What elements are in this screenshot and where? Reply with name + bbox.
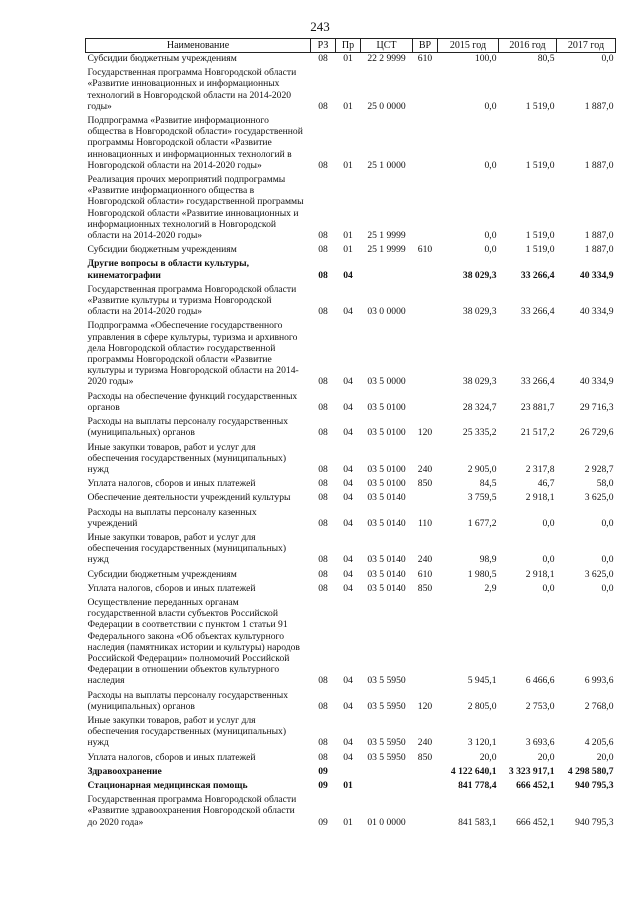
table-row: [86, 317, 616, 387]
cell-vr: 610: [417, 244, 433, 256]
header-vr: ВР: [413, 39, 438, 53]
cell-y2016: 80,5: [537, 53, 555, 64]
cell-vr: 850: [417, 582, 433, 594]
cell-y2017: 6 993,6: [584, 675, 614, 687]
cell-cst: 03 5 0140: [367, 517, 406, 529]
cell-vr: [413, 64, 438, 112]
cell-vr: [413, 317, 438, 387]
table-row: [86, 439, 616, 476]
cell-y2017: 20,0: [596, 751, 614, 763]
cell-y2015: 38 029,3: [462, 269, 497, 281]
cell-vr: 120: [417, 700, 433, 712]
cell-cst: [361, 763, 413, 777]
budget-table: [85, 38, 616, 828]
cell-cst: 22 2 9999: [367, 53, 406, 64]
cell-y2016: 23 881,7: [520, 401, 555, 413]
cell-y2016: 1 519,0: [525, 230, 555, 242]
cell-pr: 04: [343, 401, 353, 413]
cell-y2015: 2 905,0: [467, 463, 497, 475]
cell-y2015: 25 335,2: [462, 427, 497, 439]
cell-y2016: 0,0: [542, 554, 555, 566]
table-row: [86, 255, 616, 280]
cell-vr: [413, 791, 438, 828]
cell-rz: 08: [318, 376, 328, 388]
page-number: 243: [310, 19, 330, 34]
cell-name: Подпрограмма «Обеспечение государственного управления в сфере культуры, туризма и архивного дела Новгородской области» государственной программы Новгородской области «Развитие культуры и туризма Новгородской области на 2014-2020 годы»: [87, 320, 299, 388]
cell-y2016: 33 266,4: [520, 269, 555, 281]
cell-y2015: 2 805,0: [467, 700, 497, 712]
cell-pr: [336, 763, 361, 777]
cell-name: Расходы на выплаты персоналу казенных учреждений: [87, 506, 257, 529]
cell-y2016: 2 918,1: [525, 568, 555, 580]
cell-vr: [413, 112, 438, 171]
cell-name: Субсидии бюджетным учреждениям: [87, 244, 237, 256]
cell-y2015: 841 583,1: [458, 816, 497, 828]
cell-rz: 08: [318, 230, 328, 242]
cell-cst: 03 5 0100: [367, 463, 406, 475]
cell-cst: 03 5 0140: [367, 492, 406, 504]
cell-cst: 03 5 5950: [367, 737, 406, 749]
cell-name: Субсидии бюджетным учреждениям: [87, 53, 237, 64]
cell-rz: 08: [318, 492, 328, 504]
cell-name: Уплата налогов, сборов и иных платежей: [87, 582, 256, 594]
cell-name: Реализация прочих мероприятий подпрограммы «Развитие информационного общества в Новгородской области» государственной программы Новгородской области «Развитие инновационных и информационных технологий в Новгородской области на 2014-2020 годы»: [87, 174, 304, 242]
cell-y2017: 0,0: [601, 554, 614, 566]
cell-y2016: 666 452,1: [516, 816, 555, 828]
cell-y2016: 21 517,2: [520, 427, 555, 439]
cell-vr: [413, 255, 438, 280]
cell-cst: 03 5 0140: [367, 582, 406, 594]
cell-vr: 610: [417, 568, 433, 580]
cell-y2017: 58,0: [596, 478, 614, 490]
cell-y2015: 100,0: [474, 53, 497, 64]
cell-y2015: 28 324,7: [462, 401, 497, 413]
cell-rz: 08: [318, 751, 328, 763]
table-row: [86, 388, 616, 413]
cell-name: Расходы на выплаты персоналу государственных (муниципальных) органов: [87, 689, 289, 712]
cell-vr: [413, 388, 438, 413]
cell-vr: 120: [417, 427, 433, 439]
cell-pr: 01: [343, 100, 353, 112]
cell-pr: 01: [343, 230, 353, 242]
cell-cst: 03 5 0100: [367, 478, 406, 490]
cell-y2017: 26 729,6: [579, 427, 614, 439]
cell-y2016: 1 519,0: [525, 159, 555, 171]
cell-rz: 08: [318, 568, 328, 580]
cell-y2015: 841 778,4: [458, 779, 497, 791]
table-body: [86, 53, 616, 828]
cell-pr: 01: [343, 779, 353, 791]
cell-y2015: 0,0: [484, 159, 497, 171]
cell-pr: 04: [343, 478, 353, 490]
cell-y2016: 3 323 917,1: [508, 765, 555, 777]
cell-y2016: 1 519,0: [525, 244, 555, 256]
cell-pr: 01: [343, 816, 353, 828]
cell-rz: 08: [318, 478, 328, 490]
cell-y2017: 1 887,0: [584, 244, 614, 256]
cell-name: Государственная программа Новгородской области «Развитие инновационных и информационных технологий в Новгородской области на 2014-2020 годы»: [87, 67, 297, 112]
cell-y2015: 84,5: [479, 478, 497, 490]
cell-name: Субсидии бюджетным учреждениям: [87, 568, 237, 580]
cell-pr: 04: [343, 463, 353, 475]
cell-rz: 08: [318, 427, 328, 439]
table-row: [86, 413, 616, 438]
cell-name: Другие вопросы в области культуры, кинематографии: [87, 258, 250, 281]
cell-vr: 240: [417, 463, 433, 475]
cell-pr: 04: [343, 582, 353, 594]
cell-y2015: 1 677,2: [467, 517, 497, 529]
cell-vr: [413, 594, 438, 687]
header-pr: Пр: [336, 39, 361, 53]
cell-y2017: 3 625,0: [584, 492, 614, 504]
cell-name: Государственная программа Новгородской области «Развитие культуры и туризма Новгородской области на 2014-2020 годы»: [87, 283, 297, 318]
cell-rz: 08: [318, 306, 328, 318]
cell-y2015: 3 759,5: [467, 492, 497, 504]
cell-rz: 08: [318, 737, 328, 749]
table-row: [86, 580, 616, 594]
table-row: [86, 594, 616, 687]
cell-y2015: 3 120,1: [467, 737, 497, 749]
table-row: [86, 489, 616, 503]
cell-y2015: 5 945,1: [467, 675, 497, 687]
cell-y2017: 0,0: [601, 582, 614, 594]
cell-pr: 04: [343, 427, 353, 439]
cell-cst: 25 0 0000: [367, 100, 406, 112]
cell-cst: 25 1 9999: [367, 244, 406, 256]
table-row: [86, 112, 616, 171]
cell-cst: 03 0 0000: [367, 306, 406, 318]
cell-rz: 08: [318, 554, 328, 566]
cell-pr: 01: [343, 244, 353, 256]
cell-cst: 03 5 0100: [367, 427, 406, 439]
cell-rz: 08: [318, 517, 328, 529]
header-rz: РЗ: [311, 39, 336, 53]
cell-rz: 08: [318, 675, 328, 687]
cell-vr: [413, 763, 438, 777]
cell-pr: 04: [343, 737, 353, 749]
cell-y2016: 0,0: [542, 517, 555, 529]
cell-pr: 04: [343, 492, 353, 504]
cell-y2016: 33 266,4: [520, 306, 555, 318]
cell-vr: 610: [417, 53, 433, 64]
cell-rz: 08: [318, 401, 328, 413]
cell-cst: 03 5 0100: [367, 401, 406, 413]
cell-rz: 08: [318, 53, 328, 64]
table-row: [86, 749, 616, 763]
table-row: [86, 763, 616, 777]
table-row: [86, 529, 616, 566]
cell-pr: 04: [343, 675, 353, 687]
cell-y2016: 2 753,0: [525, 700, 555, 712]
cell-cst: 03 5 0000: [367, 376, 406, 388]
cell-pr: 04: [343, 306, 353, 318]
cell-rz: 09: [318, 765, 328, 777]
cell-y2017: 1 887,0: [584, 100, 614, 112]
table-row: [86, 566, 616, 580]
table-row: [86, 777, 616, 791]
cell-y2016: 2 317,8: [525, 463, 555, 475]
cell-vr: 850: [417, 751, 433, 763]
cell-cst: 03 5 0140: [367, 554, 406, 566]
cell-y2017: 940 795,3: [575, 779, 614, 791]
cell-y2015: 38 029,3: [462, 376, 497, 388]
cell-y2015: 4 122 640,1: [450, 765, 497, 777]
cell-y2016: 20,0: [537, 751, 555, 763]
table-row: [86, 791, 616, 828]
cell-y2016: 2 918,1: [525, 492, 555, 504]
table-row: [86, 64, 616, 112]
table-row: [86, 281, 616, 318]
cell-y2015: 0,0: [484, 230, 497, 242]
cell-name: Осуществление переданных органам государственной власти субъектов Российской Федерации в соответствии с пунктом 1 статьи 91 Федерального закона «Об объектах культурного наследия (памятниках истории и культуры) народов Российской Федерации» полномочий Российской Федерации в отношении объектов культурного наследия: [87, 596, 300, 687]
cell-name: Стационарная медицинская помощь: [87, 779, 248, 791]
table-row: [86, 504, 616, 529]
cell-vr: 850: [417, 478, 433, 490]
table-row: [86, 687, 616, 712]
cell-cst: 03 5 5950: [367, 700, 406, 712]
cell-y2017: 0,0: [601, 517, 614, 529]
header-2017: 2017 год: [557, 39, 616, 53]
header-cst: ЦСТ: [361, 39, 413, 53]
cell-cst: [361, 777, 413, 791]
cell-name: Подпрограмма «Развитие информационного общества в Новгородской области» государственной программы Новгородской области «Развитие инновационных и информационных технологий в Новгородской области на 2014-2020 годы»: [87, 115, 303, 171]
cell-cst: 25 1 0000: [367, 159, 406, 171]
cell-y2016: 46,7: [537, 478, 555, 490]
table-row: [86, 241, 616, 255]
cell-rz: 09: [318, 816, 328, 828]
header-name: Наименование: [86, 39, 311, 53]
cell-rz: 08: [318, 269, 328, 281]
cell-pr: 04: [343, 376, 353, 388]
cell-y2015: 38 029,3: [462, 306, 497, 318]
cell-vr: [413, 777, 438, 791]
cell-y2017: 40 334,9: [579, 269, 614, 281]
cell-y2015: 20,0: [479, 751, 497, 763]
cell-vr: 240: [417, 737, 433, 749]
cell-y2017: 2 928,7: [584, 463, 614, 475]
cell-cst: 03 5 0140: [367, 568, 406, 580]
table-row: [86, 475, 616, 489]
cell-name: Расходы на обеспечение функций государственных органов: [87, 390, 298, 413]
cell-y2015: 98,9: [479, 554, 497, 566]
cell-vr: 240: [417, 554, 433, 566]
cell-name: Государственная программа Новгородской области «Развитие здравоохранения Новгородской области до 2020 года»: [87, 794, 297, 828]
cell-y2017: 1 887,0: [584, 230, 614, 242]
cell-y2017: 40 334,9: [579, 306, 614, 318]
cell-y2016: 6 466,6: [525, 675, 555, 687]
cell-y2016: 1 519,0: [525, 100, 555, 112]
cell-name: Иные закупки товаров, работ и услуг для обеспечения государственных (муниципальных) нужд: [87, 714, 287, 749]
cell-cst: 03 5 5950: [367, 751, 406, 763]
cell-pr: 04: [343, 554, 353, 566]
cell-y2016: 3 693,6: [525, 737, 555, 749]
cell-y2015: 1 980,5: [467, 568, 497, 580]
cell-name: Иные закупки товаров, работ и услуг для обеспечения государственных (муниципальных) нужд: [87, 531, 287, 566]
cell-y2017: 3 625,0: [584, 568, 614, 580]
cell-rz: 09: [318, 779, 328, 791]
header-2015: 2015 год: [438, 39, 499, 53]
cell-rz: 08: [318, 463, 328, 475]
cell-y2015: 0,0: [484, 100, 497, 112]
cell-y2017: 40 334,9: [579, 376, 614, 388]
cell-name: Иные закупки товаров, работ и услуг для обеспечения государственных (муниципальных) нужд: [87, 441, 287, 475]
table-header: [86, 39, 616, 53]
cell-rz: 08: [318, 100, 328, 112]
cell-vr: [413, 281, 438, 318]
cell-cst: 03 5 5950: [367, 675, 406, 687]
cell-rz: 08: [318, 700, 328, 712]
cell-y2017: 4 298 580,7: [567, 765, 614, 777]
cell-vr: [413, 171, 438, 241]
cell-name: Обеспечение деятельности учреждений культуры: [87, 492, 291, 504]
cell-y2016: 33 266,4: [520, 376, 555, 388]
table-row: [86, 53, 616, 65]
cell-cst: 25 1 9999: [367, 230, 406, 242]
cell-name: Уплата налогов, сборов и иных платежей: [87, 478, 256, 490]
cell-name: Расходы на выплаты персоналу государственных (муниципальных) органов: [87, 416, 289, 439]
cell-name: Уплата налогов, сборов и иных платежей: [87, 751, 256, 763]
cell-vr: 110: [417, 517, 433, 529]
cell-pr: 04: [343, 568, 353, 580]
cell-pr: 04: [343, 269, 353, 281]
cell-pr: 01: [343, 159, 353, 171]
cell-pr: 04: [343, 517, 353, 529]
cell-y2017: 1 887,0: [584, 159, 614, 171]
cell-y2017: 4 205,6: [584, 737, 614, 749]
cell-y2016: 0,0: [542, 582, 555, 594]
cell-pr: 01: [343, 53, 353, 64]
cell-y2015: 0,0: [484, 244, 497, 256]
cell-y2017: 940 795,3: [575, 816, 614, 828]
cell-vr: [413, 489, 438, 503]
cell-rz: 08: [318, 244, 328, 256]
cell-y2017: 0,0: [601, 53, 614, 64]
cell-y2015: 2,9: [484, 582, 497, 594]
cell-name: Здравоохранение: [87, 765, 162, 777]
cell-rz: 08: [318, 159, 328, 171]
header-2016: 2016 год: [499, 39, 557, 53]
cell-pr: 04: [343, 700, 353, 712]
cell-y2017: 29 716,3: [579, 401, 614, 413]
table-row: [86, 171, 616, 241]
cell-pr: 04: [343, 751, 353, 763]
cell-rz: 08: [318, 582, 328, 594]
cell-y2017: 2 768,0: [584, 700, 614, 712]
table-row: [86, 712, 616, 749]
cell-cst: [361, 255, 413, 280]
cell-y2016: 666 452,1: [516, 779, 555, 791]
cell-cst: 01 0 0000: [367, 816, 406, 828]
